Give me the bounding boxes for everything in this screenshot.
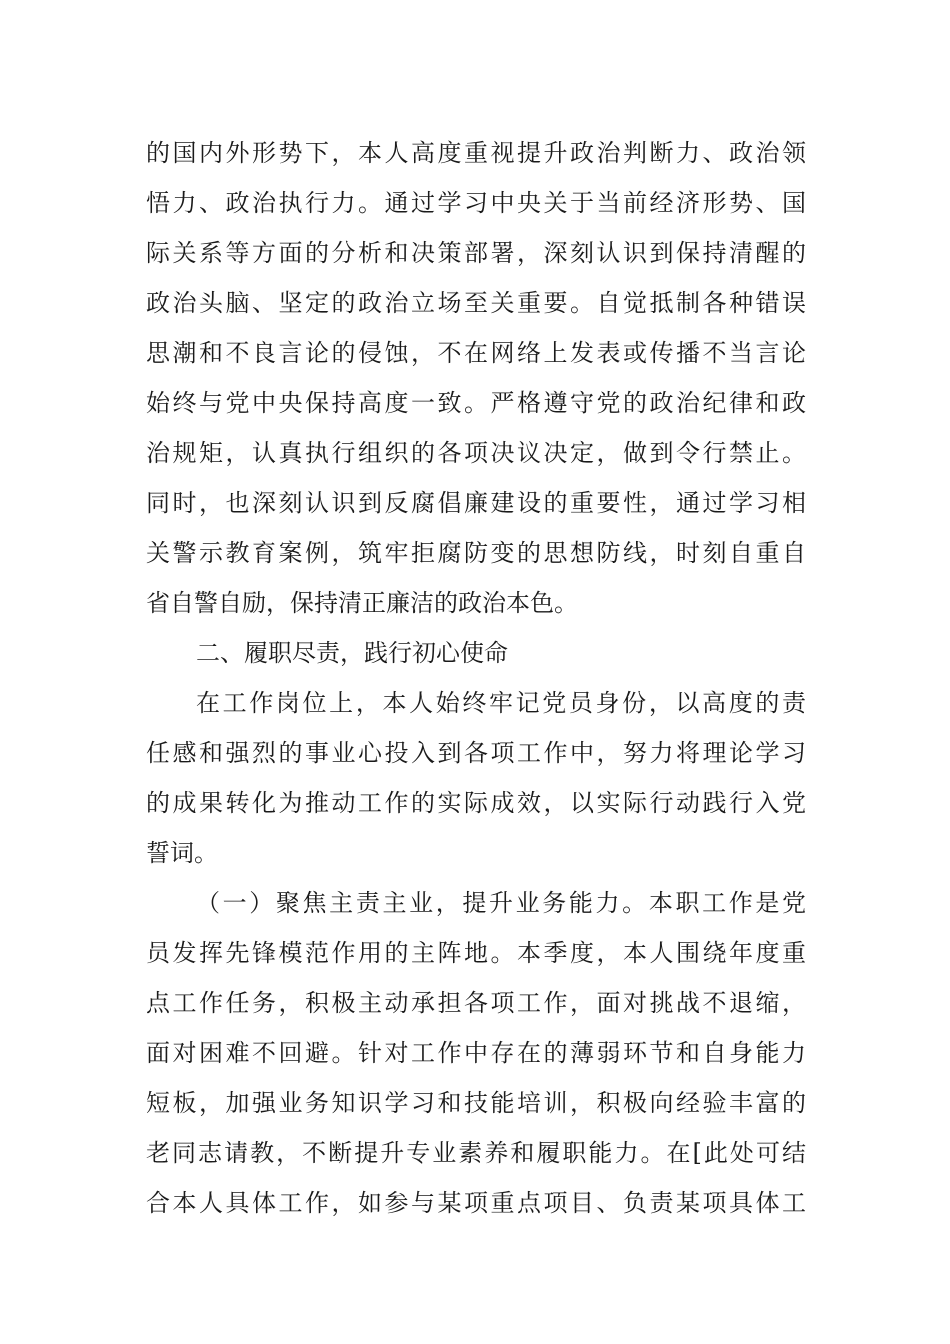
text-line: 任感和强烈的事业心投入到各项工作中，努力将理论学习 [146,739,806,767]
text-line: 短板，加强业务知识学习和技能培训，积极向经验丰富的 [146,1089,806,1117]
text-line: 员发挥先锋模范作用的主阵地。本季度，本人围绕年度重 [146,939,806,967]
section-heading: 二、履职尽责，践行初心使命 [196,639,508,667]
text-line: 治规矩，认真执行组织的各项决议决定，做到令行禁止。 [146,439,806,467]
text-line: 关警示教育案例，筑牢拒腐防变的思想防线，时刻自重自 [146,539,806,567]
text-line: 面对困难不回避。针对工作中存在的薄弱环节和自身能力 [146,1039,806,1067]
text-line: 老同志请教，不断提升专业素养和履职能力。在[此处可结 [146,1139,806,1167]
subsection-heading-line: （一）聚焦主责主业，提升业务能力。本职工作是党 [196,889,806,917]
text-line: 省自警自励，保持清正廉洁的政治本色。 [146,589,578,617]
text-line: 同时，也深刻认识到反腐倡廉建设的重要性，通过学习相 [146,489,806,517]
text-line: 悟力、政治执行力。通过学习中央关于当前经济形势、国 [146,189,806,217]
text-line: 誓词。 [146,839,218,867]
text-line: 在工作岗位上，本人始终牢记党员身份，以高度的责 [196,689,806,717]
text-line: 合本人具体工作，如参与某项重点项目、负责某项具体工 [146,1189,806,1217]
text-line: 思潮和不良言论的侵蚀，不在网络上发表或传播不当言论 [146,339,806,367]
text-line: 政治头脑、坚定的政治立场至关重要。自觉抵制各种错误 [146,289,806,317]
text-line: 的成果转化为推动工作的实际成效，以实际行动践行入党 [146,789,806,817]
text-line: 点工作任务，积极主动承担各项工作，面对挑战不退缩， [146,989,806,1017]
text-line: 的国内外形势下，本人高度重视提升政治判断力、政治领 [146,139,806,167]
text-line: 始终与党中央保持高度一致。严格遵守党的政治纪律和政 [146,389,806,417]
text-line: 际关系等方面的分析和决策部署，深刻认识到保持清醒的 [146,239,806,267]
